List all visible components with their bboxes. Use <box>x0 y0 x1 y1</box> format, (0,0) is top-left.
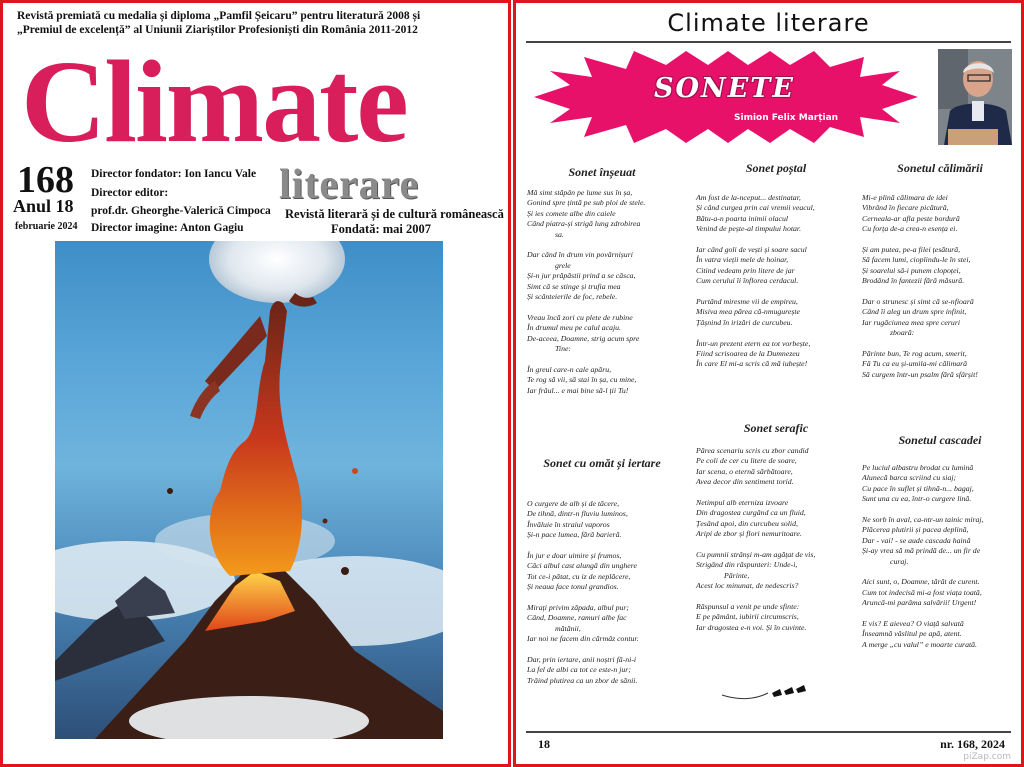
poem-line: Fă Tu ca eu și-umila-mi călimară <box>862 359 968 369</box>
poem-line: Citind vedeam prin litere de jar <box>696 265 795 275</box>
section-title: SONETE <box>654 73 795 104</box>
poem-stanza <box>527 603 687 645</box>
poem-line: Când îi aleg un drum spre infinit, <box>862 307 967 317</box>
poem-stanza <box>696 193 856 235</box>
poem-line: Aruncă-mi parâma salvării! Urgent! <box>862 598 977 608</box>
poem-line: În greul care-n cale apăru, <box>527 364 612 374</box>
poem-line: E pe pământ, iubirii circumscris, <box>696 612 799 622</box>
poem-line: În drumul meu pe calul acaju. <box>527 323 621 333</box>
poem-line: Brodând în fantezii fără măsură. <box>862 276 965 286</box>
poem-body-2 <box>527 499 687 697</box>
poem-line: Sunt una cu ea, într-o curgere lină. <box>862 494 972 504</box>
interior-page <box>513 0 1024 767</box>
watermark: piZap.com <box>963 752 1011 762</box>
poem-line: De tihnă, dintr-n fluviu luminos, <box>527 509 628 519</box>
poem-line: A merge „cu valul” e moarte curată. <box>862 639 977 649</box>
poem-line: Vibrând în fiecare picătură, <box>862 203 949 213</box>
poem-line: De-aceea, Doamne, strig acum spre <box>527 333 640 343</box>
poem-line: Bătu-a-n poarta inimii olacul <box>696 213 789 223</box>
poem-line: Tot ce-i pătat, cu iz de neplăcere, <box>527 571 631 581</box>
poem-line: Mă simt stăpân pe lume sus în șa, <box>527 188 633 197</box>
poem-line: Pe luciul albastru brodat cu lumină <box>862 463 974 472</box>
poem-line: Netimpul alb eterniza izvoare <box>696 498 789 508</box>
poem-line: Și ies comete albe din caiele <box>527 208 616 218</box>
poem-line: Venind de pește-al timpului hotar. <box>696 224 802 234</box>
poem-line: Dar, prin iertare, anii noștri fă-ni-i <box>527 655 637 665</box>
poem-stanza <box>696 339 856 370</box>
poem-body-6 <box>862 463 1022 661</box>
poem-line: Părinte bun, Te rog acum, smerit, <box>862 349 967 359</box>
poem-line: Și neaua face tonul grandios. <box>527 582 619 592</box>
poem-line: Răspunsul a venit pe unde sfinte: <box>696 602 800 612</box>
poem-line: curaj. <box>890 556 909 566</box>
poem-body-1 <box>527 188 687 406</box>
award-line-2: „Premiul de excelență” al Uniunii Ziariștilor Profesioniști din România 2011-2012 <box>17 24 418 36</box>
poem-title-3: Sonet poștal <box>745 161 807 175</box>
poem-line: Acest loc minunat, de nedescris? <box>696 581 799 591</box>
poem-stanza <box>696 550 856 592</box>
poem-line: Și-ay vrea să mă prindă de... un fir de <box>862 546 981 556</box>
poem-line: Când, Doamne, ramuri albe fac <box>527 613 627 623</box>
poem-line: Tine: <box>555 344 572 354</box>
poem-stanza <box>527 365 687 396</box>
poem-line: Misiva mea părea că-nmugurește <box>696 307 801 317</box>
poem-line: grele <box>555 260 571 270</box>
poem-body-3 <box>696 193 856 380</box>
poem-line: Cu pumnii strânși m-am agățat de vis, <box>696 550 816 560</box>
cover-artwork <box>55 241 443 739</box>
poem-title-1: Sonet înșeuat <box>568 165 636 179</box>
poem-line: Fiind scrisoarea de la Dumnezeu <box>696 349 800 359</box>
poem-line: sa. <box>555 229 564 239</box>
issue-number: 168 <box>17 159 74 201</box>
poem-line: Când piatra-și strigă lung zdrobirea <box>527 219 641 229</box>
award-text <box>17 9 502 37</box>
poem-line: Și am putea, pe-a filei țesătură, <box>862 245 961 255</box>
poem-body-5 <box>862 193 1022 391</box>
poem-stanza <box>696 297 856 328</box>
poem-stanza <box>696 446 856 488</box>
poem-stanza <box>862 245 1022 287</box>
poem-line: Pe coli de cer cu litere de soare, <box>696 456 797 466</box>
poem-line: Gonind spre țintă pe sub ploi de stele. <box>527 198 646 208</box>
director-founder: Director fondator: Ion Iancu Vale <box>91 168 257 180</box>
poem-line: În care El mi-a scris că mă iubește! <box>696 359 808 369</box>
poem-line: Mi-e plină călimara de idei <box>862 193 948 202</box>
director-editor-label: Director editor: <box>91 187 169 199</box>
cover-page <box>0 0 511 767</box>
poem-line: Strigând din răspunteri: Unde-i, <box>696 560 798 570</box>
poem-line: În vatra vieții mele de hoinar, <box>696 255 789 265</box>
poem-title-4: Sonet serafic <box>743 421 809 435</box>
page-header: Climate literare <box>667 9 870 37</box>
author-portrait-image <box>938 49 1012 145</box>
cover-artwork-illustration <box>55 241 443 739</box>
poem-title-5: Sonetul călimării <box>897 161 983 175</box>
poem-line: Purtând miresme vii de empireu, <box>696 297 798 307</box>
poem-line: Într-un prezent etern ea tot vorbește, <box>696 338 811 348</box>
poem-line: Și scânteierile de foc, rebele. <box>527 292 618 302</box>
poem-line: Simt că se stinge și trufia mea <box>527 281 621 291</box>
poem-line: Din dragostea curgând ca un fluid, <box>696 508 806 518</box>
poem-line: Să facem lumi, cioplindu-le în stei, <box>862 255 971 265</box>
poem-stanza <box>527 499 687 541</box>
poem-line: Ne sorb în aval, ca-ntr-un tainic miraj, <box>862 515 984 525</box>
poem-line: Te rog să vii, să stai în șa, cu mine, <box>527 375 637 385</box>
poem-line: Înseamnă vâslitul pe apă, atent. <box>862 629 962 639</box>
poem-title-2: Sonet cu omăt și iertare <box>543 456 661 470</box>
poem-line: Iar dragostea e-n voi. Și în cuvinte. <box>696 622 807 632</box>
poem-stanza <box>862 577 1022 608</box>
author-photo <box>938 49 1012 145</box>
poem-line: Alunecă barca scriind cu siaj; <box>862 473 957 483</box>
poem-stanza <box>527 551 687 593</box>
poem-line: O curgere de alb și de tăcere, <box>527 499 620 508</box>
poem-line: Vreau încă zori cu plete de rubine <box>527 312 633 322</box>
footer-rule <box>526 731 1011 733</box>
poem-line: Iar scena, o eternă sărbătoare, <box>696 466 793 476</box>
poem-line: Țâșnind în irizări de curcubeu. <box>696 317 793 327</box>
poem-line: Iar frâul... e mai bine să-l ții Tu! <box>527 385 629 395</box>
poem-line: Și-n pace lumea, fără barieră. <box>527 530 622 540</box>
poem-title-6: Sonetul cascadei <box>898 433 982 447</box>
poem-line: Dar - vai! - se aude cascada haină <box>862 535 971 545</box>
poem-stanza <box>527 250 687 302</box>
poem-stanza <box>862 193 1022 235</box>
poem-line: Țesând apoi, din curcubeu solid, <box>696 518 798 528</box>
poem-line: Dar când în drum vin povârnișuri <box>527 250 633 260</box>
poem-line: La fel de albi ca tot ce este-n jur; <box>527 665 631 675</box>
poem-line: Cum cerului îi înflorea cerdacul. <box>696 276 799 286</box>
poem-stanza <box>527 313 687 355</box>
poem-line: Iar rugăciunea mea spre ceruri <box>862 317 961 327</box>
poem-line: Aici sunt, o, Doamne, târât de curent. <box>862 577 980 587</box>
poem-stanza <box>696 245 856 287</box>
poem-line: Iar noi ne facem din cărmâz contur. <box>527 634 639 644</box>
poem-line: Cerneala-ar afla peste bordură <box>862 213 960 223</box>
poem-body-4 <box>696 446 856 644</box>
poem-line: Dar o strunesc și simt că se-nfioară <box>862 297 974 307</box>
director-image: Director imagine: Anton Gagiu <box>91 222 244 234</box>
poem-stanza <box>862 619 1022 650</box>
poem-line: Părinte, <box>724 570 750 580</box>
poem-line: Aripi de zbor și flori nemuritoare. <box>696 529 802 539</box>
award-line-1: Revistă premiată cu medalia și diploma „Pamfil Șeicaru” pentru literatură 2008 și <box>17 10 421 22</box>
poem-line: mătănii, <box>555 623 581 633</box>
poem-stanza <box>862 515 1022 567</box>
poem-line: E vis? E aievea? O viață salvată <box>862 619 964 629</box>
poem-stanza <box>696 602 856 633</box>
poem-line: În jur e doar uimire și frumos, <box>527 551 622 561</box>
issue-reference: nr. 168, 2024 <box>940 737 1005 751</box>
poem-line: Și soarelui să-i punem clopoței, <box>862 265 961 275</box>
poem-line: Căci albul cast alungă din unghere <box>527 561 637 571</box>
masthead-subtitle: literare <box>279 162 420 208</box>
poem-line: Cu pace în suflet și tihnă-n... bagaj, <box>862 483 974 493</box>
poem-line: Avea decor din sentiment torid. <box>696 477 794 487</box>
page-number: 18 <box>538 737 550 751</box>
founded-date: Fondată: mai 2007 <box>331 222 431 236</box>
poem-stanza <box>862 463 1022 505</box>
year-label: Anul 18 <box>13 196 74 216</box>
decorative-swoosh-icon <box>720 681 810 705</box>
poem-line: Și-n jur prăpăstii prind a se căsca, <box>527 271 636 281</box>
poem-line: Cu forța de-a crea-n esența ei. <box>862 224 958 234</box>
poem-stanza <box>696 498 856 540</box>
poem-line: Să curgem într-un psalm fără sfârșit! <box>862 369 978 379</box>
poem-line: Învăluie în straiul vaporos <box>527 519 610 529</box>
poem-line: Mirați privim zăpada, albul pur; <box>527 603 630 613</box>
poem-line: Iar când goli de vești și soare sacul <box>696 245 807 255</box>
poem-stanza <box>527 188 687 240</box>
issue-date: februarie 2024 <box>15 221 78 232</box>
masthead-title: Climate <box>21 36 407 167</box>
poem-line: zboară: <box>890 328 915 338</box>
poem-line: Plăcerea plutirii și pacea deplină, <box>862 525 969 535</box>
author-name: Simion Felix Marțian <box>734 113 839 123</box>
poem-line: Părea scenariu scris cu zbor candid <box>696 446 809 455</box>
poem-stanza <box>862 349 1022 380</box>
poem-line: Și când curgea prin cai vremii veacul, <box>696 203 815 213</box>
poem-line: Trăind plutirea ca un zbor de sănii. <box>527 675 638 685</box>
poem-line: Cum tot indecisă mi-a fost viața toată, <box>862 587 982 597</box>
director-editor-name: prof.dr. Gheorghe-Valerică Cimpoca <box>91 205 271 217</box>
poem-stanza <box>527 655 687 686</box>
poem-stanza <box>862 297 1022 339</box>
header-rule <box>526 41 1011 43</box>
tagline: Revistă literară și de cultură românească <box>285 207 504 221</box>
poem-line: Am fost de la-nceput... destinatar, <box>696 193 801 202</box>
